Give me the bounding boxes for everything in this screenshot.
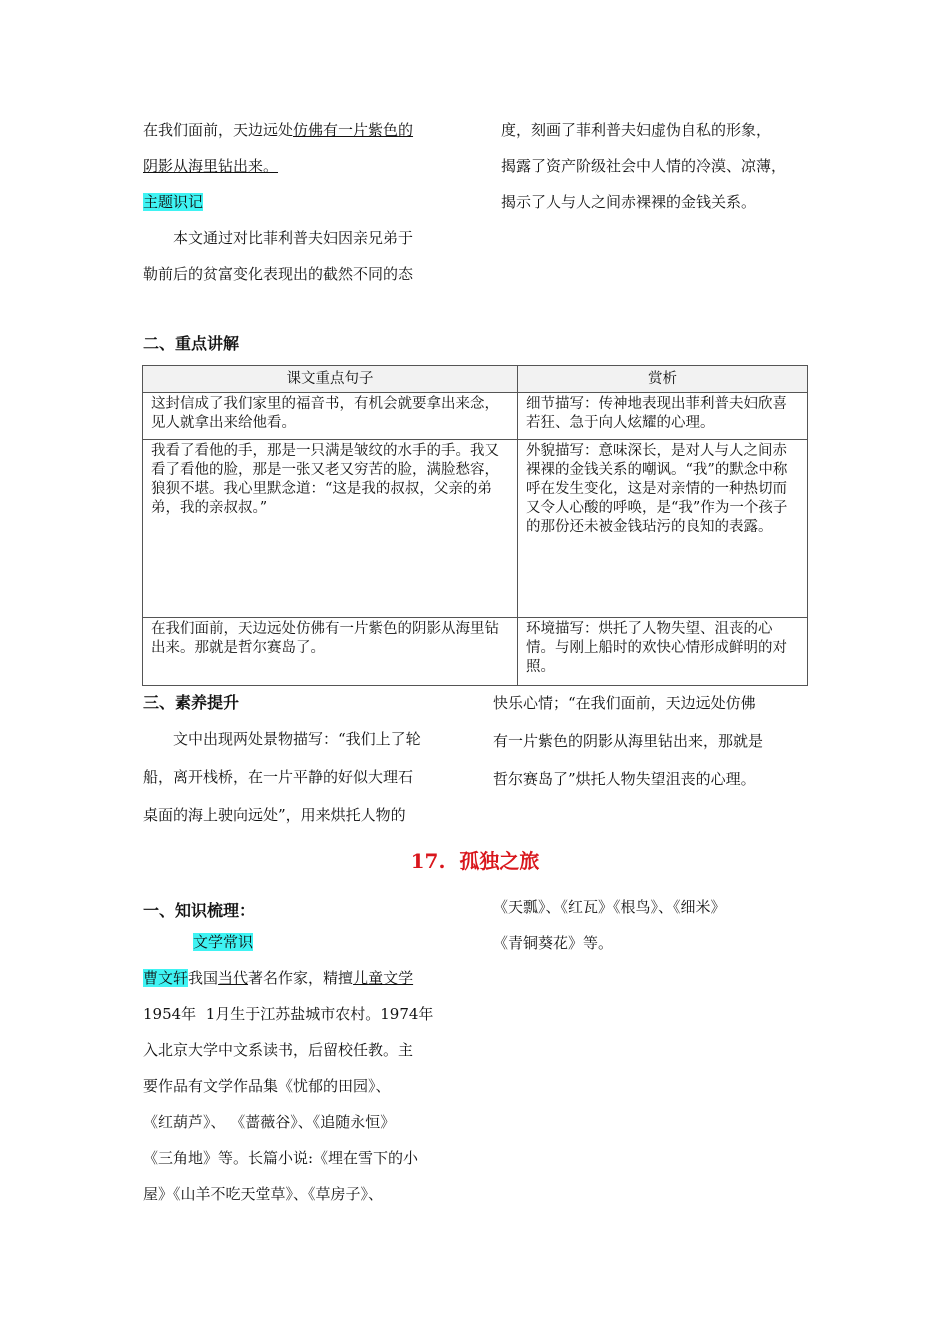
- lesson17-right-column: [493, 889, 823, 961]
- top-right-column: [501, 112, 831, 220]
- theme-label-line: [143, 184, 461, 220]
- top-left-line-1: 在我们面前，天边远处仿佛有一片紫色的: [143, 121, 414, 139]
- table-header-analysis: 赏析: [518, 366, 808, 393]
- underlined-phrase: 阴影从海里钻出来。: [143, 157, 279, 175]
- lesson-title: 17. 孤独之旅: [410, 849, 540, 873]
- section3-right-line-2: 有一片紫色的阴影从海里钻出来，那就是: [493, 732, 764, 750]
- section3-left-line-2: 船，离开栈桥，在一片平静的好似大理石: [143, 768, 414, 786]
- top-left-line-2: [143, 148, 461, 184]
- top-left-column: [143, 112, 461, 292]
- table-row: [143, 393, 808, 440]
- theme-line-2: 勒前后的贫富变化表现出的截然不同的态: [143, 265, 414, 283]
- theme-label: 主题识记: [143, 193, 204, 211]
- table-cell-analysis: 外貌描写：意味深长，是对人与人之间赤裸裸的金钱关系的嘲讽。“我”的默念中称呼在发生变化，这是对亲情的一种热切而又令人心酸的呼唤，是“我”作为一个孩子的那份还未被金钱玷污的良知的表露。: [518, 440, 808, 618]
- top-right-line-2: 揭露了资产阶级社会中人情的冷漠、凉薄，: [501, 157, 787, 175]
- section3-right-line-1: 快乐心情；“在我们面前，天边远处仿佛: [493, 694, 756, 712]
- section3-left-line-1: 文中出现两处景物描写：“我们上了轮: [173, 730, 421, 748]
- lesson17-left-column: [143, 924, 461, 1212]
- table-row: [143, 440, 808, 618]
- author-name: 曹文轩: [143, 969, 189, 987]
- lesson17-heading: 一、知识梳理：: [143, 901, 256, 920]
- top-right-line-1: 度，刻画了菲利普夫妇虚伪自私的形象，: [501, 121, 772, 139]
- lit-label-line: [143, 924, 461, 960]
- key-sentences-table: [142, 365, 808, 686]
- underlined-phrase: 仿佛有一片紫色的: [293, 121, 414, 139]
- table-header-sentence: 课文重点句子: [143, 366, 518, 393]
- theme-line-1: 本文通过对比菲利普夫妇因亲兄弟于: [173, 229, 414, 247]
- lesson17-right-line-1: 《天瓢》、《红瓦》《根鸟》、《细米》: [493, 898, 726, 916]
- author-line-2: 入北京大学中文系读书，后留校任教。主: [143, 1041, 414, 1059]
- lit-label: 文学常识: [193, 933, 254, 951]
- table-cell-sentence: 在我们面前，天边远处仿佛有一片紫色的阴影从海里钻出来。那就是哲尔赛岛了。: [143, 618, 518, 686]
- section3-left-column: [143, 720, 461, 834]
- author-line-4: 《红葫芦》、 《蔷薇谷》、《追随永恒》: [143, 1113, 396, 1131]
- table-cell-sentence: 这封信成了我们家里的福音书，有机会就要拿出来念，见人就拿出来给他看。: [143, 393, 518, 440]
- author-line-1: 1954年 1月生于江苏盐城市农村。1974年: [143, 1005, 434, 1023]
- table-header-row: [143, 366, 808, 393]
- author-line-6: 屋》《山羊不吃天堂草》、《草房子》、: [143, 1185, 384, 1203]
- table-cell-sentence: 我看了看他的手，那是一只满是皱纹的水手的手。我又看了看他的脸，那是一张又老又穷苦的脸，满脸愁容，狼狈不堪。我心里默念道：“这是我的叔叔，父亲的弟弟，我的亲叔叔。”: [143, 440, 518, 618]
- section3-right-line-3: 哲尔赛岛了”烘托人物失望沮丧的心理。: [493, 770, 756, 788]
- lesson17-right-line-2: 《青铜葵花》等。: [493, 934, 614, 952]
- section3-heading: 三、素养提升: [143, 693, 240, 712]
- section3-left-line-3: 桌面的海上驶向远处”，用来烘托人物的: [143, 806, 406, 824]
- section3-right-column: [493, 684, 823, 798]
- author-intro-line: 曹文轩我国当代著名作家，精擅儿童文学: [143, 969, 414, 987]
- author-line-3: 要作品有文学作品集《忧郁的田园》、: [143, 1077, 391, 1095]
- section2-heading: 二、重点讲解: [143, 334, 240, 353]
- table-cell-analysis: 环境描写：烘托了人物失望、沮丧的心情。与刚上船时的欢快心情形成鲜明的对照。: [518, 618, 808, 686]
- top-right-line-3: 揭示了人与人之间赤裸裸的金钱关系。: [501, 193, 757, 211]
- table-row: [143, 618, 808, 686]
- author-line-5: 《三角地》等。长篇小说:《埋在雪下的小: [143, 1149, 419, 1167]
- table-cell-analysis: 细节描写：传神地表现出菲利普夫妇欣喜若狂、急于向人炫耀的心理。: [518, 393, 808, 440]
